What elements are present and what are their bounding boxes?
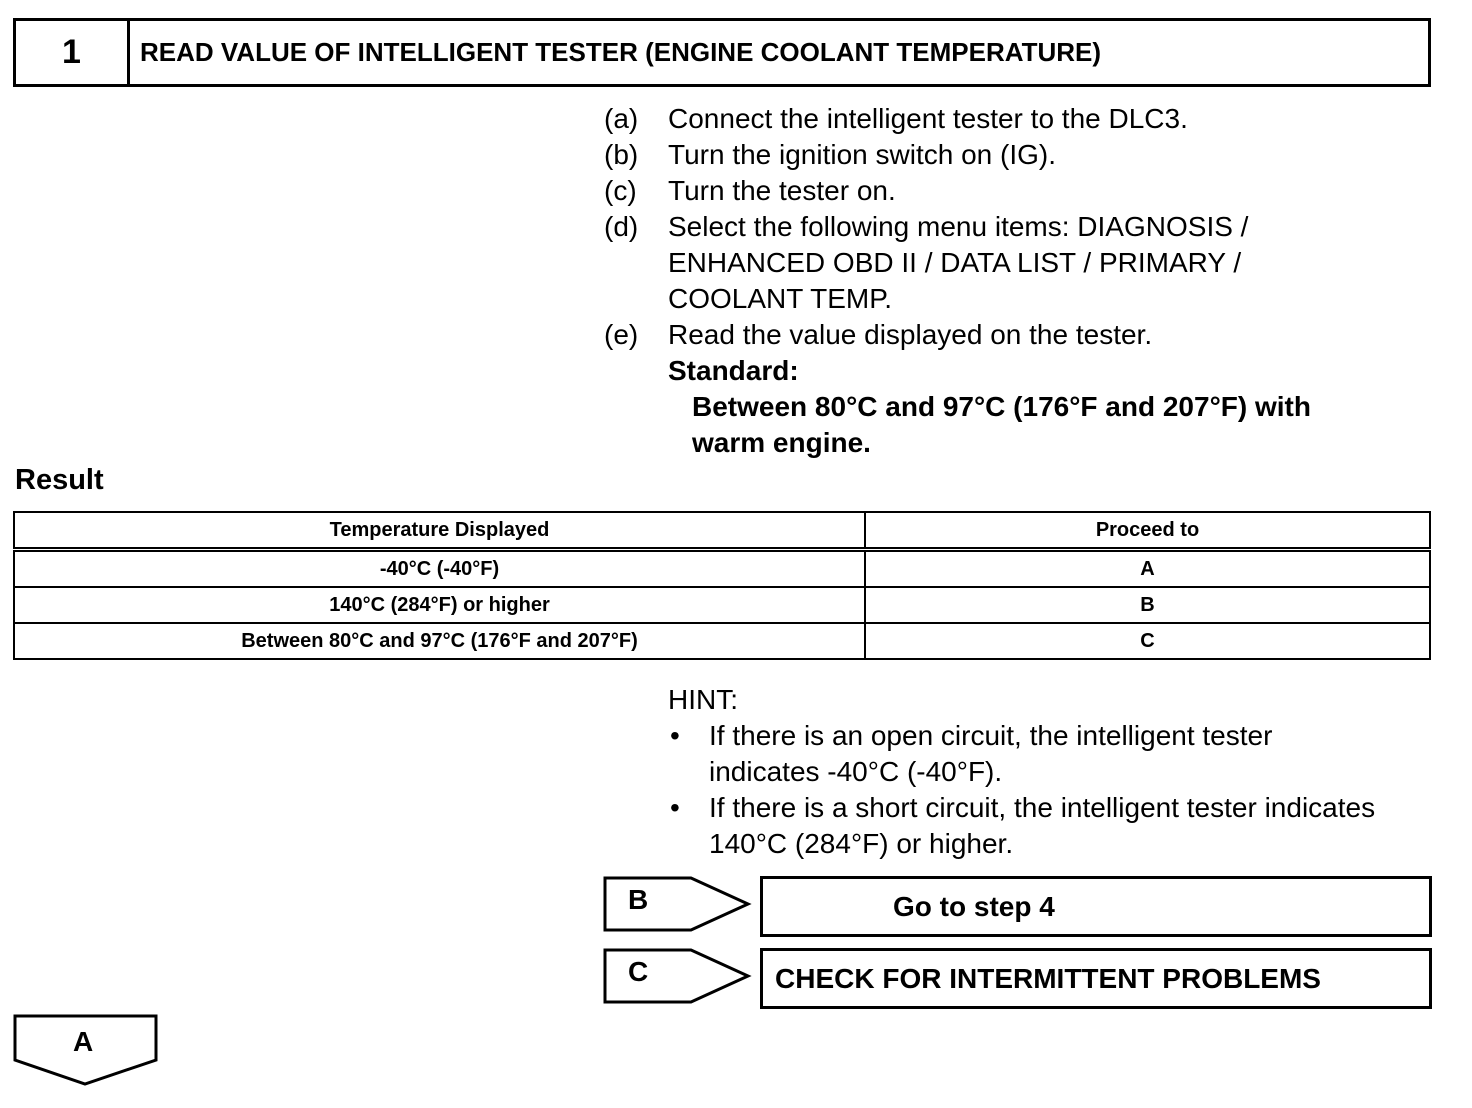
branch-c-arrow[interactable]	[603, 948, 753, 1004]
hint-item	[668, 790, 1448, 862]
table-header-row	[14, 512, 1430, 550]
hint-line: indicates -40°C (-40°F).	[709, 756, 1003, 787]
action-text: CHECK FOR INTERMITTENT PROBLEMS	[775, 962, 1321, 994]
step-header	[13, 18, 1431, 87]
go-to-step-4-box[interactable]	[760, 876, 1432, 937]
branch-a-arrow[interactable]	[13, 1014, 159, 1086]
instruction-b	[604, 137, 1424, 173]
hint	[668, 682, 1448, 862]
hint-line: If there is a short circuit, the intelligent tester indicates	[709, 792, 1376, 823]
action-text: Go to step 4	[893, 890, 1055, 922]
branch-letter: B	[628, 884, 649, 915]
column-header-proceed: Proceed to	[865, 512, 1430, 550]
instruction-letter: (c)	[604, 175, 637, 206]
standard-line: warm engine.	[692, 427, 871, 458]
instruction-line: COOLANT TEMP.	[668, 283, 893, 314]
table-cell: Between 80°C and 97°C (176°F and 207°F)	[14, 623, 865, 659]
bullet-icon: •	[670, 720, 680, 751]
table-cell: 140°C (284°F) or higher	[14, 587, 865, 623]
hint-text	[709, 790, 1448, 862]
hint-line: If there is an open circuit, the intelligent tester	[709, 720, 1273, 751]
instruction-line: Select the following menu items: DIAGNOSIS /	[668, 211, 1249, 242]
hint-label: HINT:	[668, 684, 738, 715]
branch-letter: A	[73, 1026, 94, 1057]
table-cell: A	[865, 550, 1430, 588]
instruction-letter: (b)	[604, 139, 639, 170]
branch-letter: C	[628, 956, 649, 987]
standard-label: Standard:	[668, 355, 799, 386]
result-label: Result	[15, 464, 104, 496]
instruction-d	[604, 209, 1424, 317]
table-row	[14, 623, 1430, 659]
hint-item	[668, 718, 1448, 790]
table-row	[14, 587, 1430, 623]
instruction-text	[668, 209, 1424, 317]
bullet-icon: •	[670, 792, 680, 823]
instruction-line: ENHANCED OBD II / DATA LIST / PRIMARY /	[668, 247, 1242, 278]
right-arrow-icon	[603, 948, 753, 1004]
step-title: READ VALUE OF INTELLIGENT TESTER (ENGINE COOLANT TEMPERATURE)	[140, 37, 1102, 67]
instruction-letter: (a)	[604, 103, 639, 134]
hint-text	[709, 718, 1448, 790]
standard-line: Between 80°C and 97°C (176°F and 207°F) with	[692, 391, 1311, 422]
result-table	[13, 511, 1431, 660]
instruction-text: Read the value displayed on the tester.	[668, 319, 1153, 350]
instructions	[604, 101, 1424, 461]
table-cell: B	[865, 587, 1430, 623]
branch-b-arrow[interactable]	[603, 876, 753, 932]
table-cell: C	[865, 623, 1430, 659]
instruction-letter: (d)	[604, 211, 639, 242]
instruction-a	[604, 101, 1424, 137]
instruction-letter: (e)	[604, 319, 639, 350]
check-intermittent-problems-box[interactable]	[760, 948, 1432, 1009]
instruction-text: Turn the tester on.	[668, 175, 896, 206]
instruction-text: Turn the ignition switch on (IG).	[668, 139, 1057, 170]
step-number: 1	[16, 21, 130, 84]
standard-value	[692, 389, 1424, 461]
table-cell: -40°C (-40°F)	[14, 550, 865, 588]
instruction-c	[604, 173, 1424, 209]
instruction-e	[604, 317, 1424, 353]
table-row	[14, 550, 1430, 588]
hint-line: 140°C (284°F) or higher.	[709, 828, 1014, 859]
instruction-text: Connect the intelligent tester to the DLC3.	[668, 103, 1188, 134]
column-header-temperature: Temperature Displayed	[14, 512, 865, 550]
right-arrow-icon	[603, 876, 753, 932]
